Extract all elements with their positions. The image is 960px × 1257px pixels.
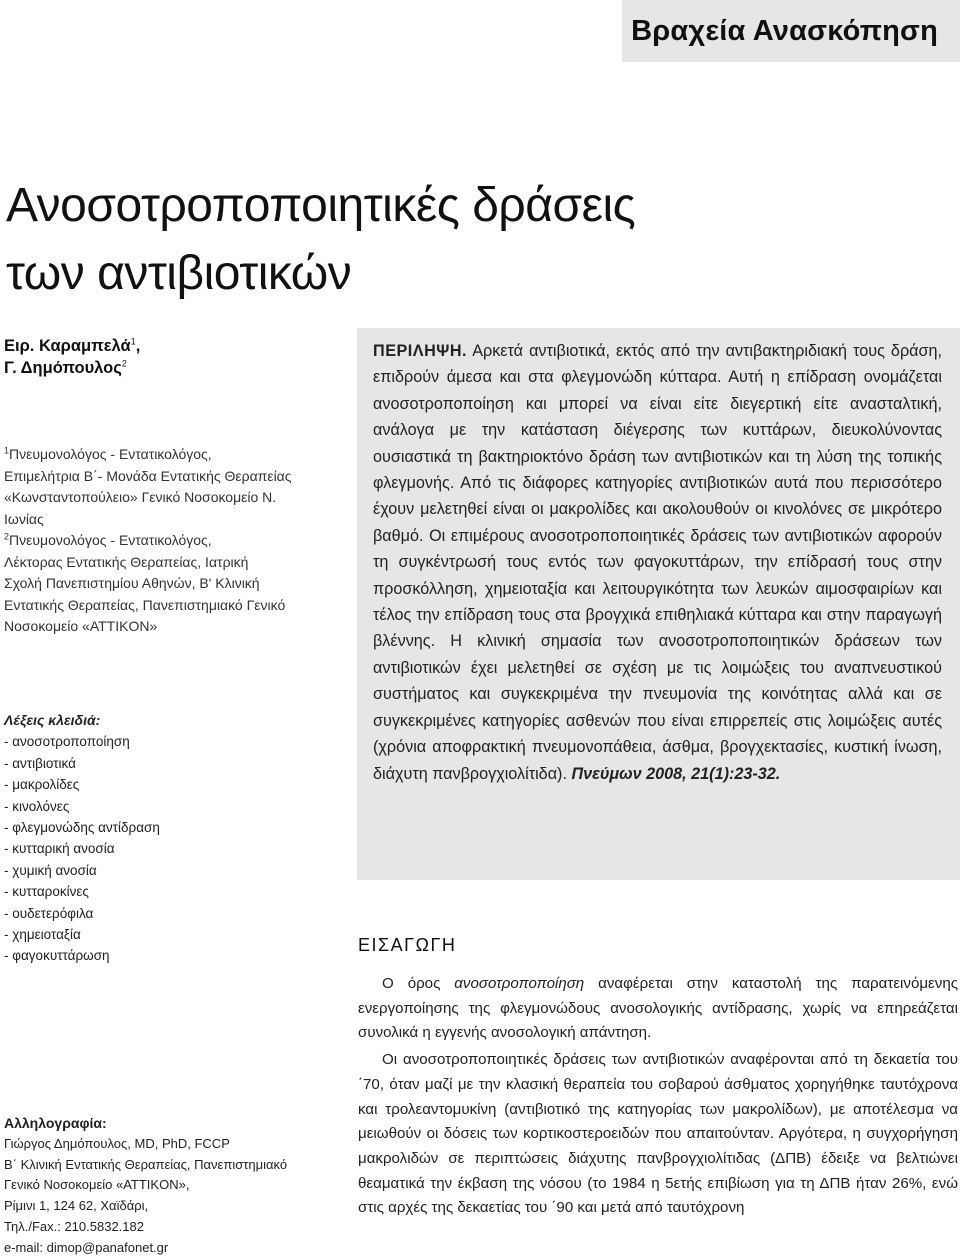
keyword-item: - κυτταροκίνες (4, 884, 89, 900)
affil-1-line-1 (4, 444, 334, 466)
author-2-sup: 2 (121, 358, 127, 369)
title-line-1: Ανοσοτροποποιητικές δράσεις (6, 179, 636, 232)
affil-1-line-3: «Κωνσταντοπούλειο» Γενικό Νοσοκομείο Ν. (4, 489, 277, 505)
keyword-item: - κινολόνες (4, 798, 70, 814)
affil-2-line-2: Λέκτορας Εντατικής Θεραπείας, Ιατρική (4, 553, 249, 570)
author-2-line (4, 357, 324, 379)
correspondence (4, 1113, 334, 1257)
abstract-text (373, 338, 942, 787)
author-1-line (4, 335, 324, 357)
correspondence-line: Τηλ./Fax.: 210.5832.182 (4, 1218, 144, 1234)
keyword-item: - κυτταρική ανοσία (4, 841, 115, 857)
author-2: Γ. Δημόπουλος (4, 359, 122, 377)
affil-1-line-2: Επιμελήτρια Β΄- Μονάδα Εντατικής Θεραπείας (4, 467, 292, 484)
correspondence-heading: Αλληλογραφία: (4, 1115, 107, 1131)
affil-1-text-1: Πνευμονολόγος - Εντατικολόγος, (9, 446, 212, 462)
affil-2-sup: 2 (4, 531, 10, 542)
keywords-heading: Λέξεις κλειδιά: (4, 712, 101, 728)
abstract-heading: ΠΕΡΙΛΗΨΗ. (373, 342, 468, 360)
affil-2-line-3: Σχολή Πανεπιστημίου Αθηνών, Β' Κλινική (4, 575, 260, 591)
intro-p1-term: ανοσοτροποποίηση (454, 975, 585, 992)
affil-2-line-1 (4, 530, 334, 552)
correspondence-line: Γιώργος Δημόπουλος, MD, PhD, FCCP (4, 1135, 230, 1151)
intro-p1-pre: Ο όρος (382, 975, 455, 992)
keywords (4, 710, 324, 967)
author-1: Ειρ. Καραμπελά (4, 337, 131, 355)
section-tag: Βραχεία Ανασκόπηση (622, 0, 960, 62)
abstract-box (357, 328, 960, 880)
intro-body (358, 972, 958, 1223)
abstract-body: Αρκετά αντιβιοτικά, εκτός από την αντιβακτηριδιακή τους δράση, επιδρούν άμεσα και στα φλεγμονώδη κύτταρα. Αυτή η επίδραση ονομάζεται ανοσοτροποποίηση και μπορεί να είναι είτε διεγερτική είτε ανασταλτική, ανάλογα με την κατάσταση διέγερσης των κυττάρων, διευκολύνοντας ουσιαστικά τη βακτηριοκτόνο δράση των αντιβιοτικών και τη λύση της τοπικής φλεγμονής. Από τις διάφορες κατηγορίες αντιβιοτικών αυτά που περισσότερο έχουν μελετηθεί είναι οι μακρολίδες και ακολουθούν οι κινολόνες σε μικρότερο βαθμό. Οι επιμέρους ανοσοτροποποιητικές δράσεις των αντιβιοτικών αφορούν τη συγκέντρωσή τους εντός των φαγοκυττάρων, την επίδρασή τους στην προσκόλληση, χημειοταξία και λειτουργικότητα των λευκών αιμοσφαιρίων και τέλος την επίδραση τους στα βρογχικά επιθηλιακά κύτταρα και στην παραγωγή βλέννης. Η κλινική σημασία των ανοσοτροποποιητικών δράσεων των αντιβιοτικών έχει μελετηθεί σε σχέση με τις λοιμώξεις του αναπνευστικού συστήματος και συγκεκριμένα την πνευμονία της κοινότητας αλλά και σε συγκεκριμένες κατηγορίες ασθενών που είναι επιρρεπείς στις λοιμώξεις αυτές (χρόνια αποφρακτική πνευμονοπάθεια, άσθμα, βρογχεκτασίες, κυστική ίνωση, διάχυτη πανβρογχιολίτιδα). (373, 342, 942, 783)
article-title (6, 172, 946, 308)
correspondence-line: Β΄ Κλινική Εντατικής Θεραπείας, Πανεπιστημιακό (4, 1156, 288, 1172)
keyword-item: - φλεγμονώδης αντίδραση (4, 820, 160, 836)
affiliations (4, 444, 334, 638)
keyword-item: - αντιβιοτικά (4, 755, 76, 771)
keyword-item: - φαγοκυττάρωση (4, 948, 110, 964)
title-line-2: των αντιβιοτικών (6, 247, 352, 300)
affil-2-line-5: Νοσοκομείο «ATTIKON» (4, 618, 158, 634)
correspondence-line: Γενικό Νοσοκομείο «ATTIKON», (4, 1177, 190, 1193)
intro-paragraph-2: Οι ανοσοτροποποιητικές δράσεις των αντιβιοτικών αναφέρονται από τη δεκαετία του ΄70, όταν μαζί με την κλασική θεραπεία του σοβαρού άσθματος χορηγήθηκε ταυτόχρονα και τρολεαντομυκίνη (αντιβιοτικό της κατηγορίας των μακρολίδων), με αποτέλεσμα να μειωθούν οι δόσεις των κορτικοστεροειδών που απαιτούνταν. Αργότερα, η συγχορήγηση μακρολιδών σε περιπτώσεις διάχυτης πανβρογχιολίτιδας (ΔΠΒ) έδειξε να βελτιώνει θεαματικά την έκβαση της νόσου (το 1984 η 5ετής επιβίωση για τη ΔΠΒ ήταν 26%, ενώ στις αρχές της δεκαετίας του ΄90 και μετά από ταυτόχρονη (358, 1051, 958, 1217)
keyword-item: - χημειοταξία (4, 927, 81, 943)
authors (4, 335, 324, 379)
intro-p1-post: αναφέρεται στην καταστολή της παρατεινόμενης ενεργοποίησης της φλεγμονώδους ανοσολογικής αντίδρασης, χωρίς να επηρεάζεται συνολικά η εγγενής ανοσολογική απάντηση. (358, 975, 958, 1042)
intro-paragraph-1 (358, 972, 958, 1046)
keyword-item: - χυμική ανοσία (4, 862, 97, 878)
author-1-sup: 1 (130, 336, 136, 347)
affil-1-line-4: Ιωνίας (4, 510, 44, 527)
affil-1-sup: 1 (4, 445, 10, 456)
author-separator: , (135, 337, 141, 355)
intro-heading: ΕΙΣΑΓΩΓΗ (358, 935, 457, 955)
affil-2-text-1: Πνευμονολόγος - Εντατικολόγος, (9, 532, 212, 548)
correspondence-email: e-mail: dimop@panafonet.gr (4, 1239, 169, 1255)
keyword-item: - μακρολίδες (4, 777, 80, 793)
affil-2-line-4: Εντατικής Θεραπείας, Πανεπιστημιακό Γενικό (4, 596, 286, 613)
keyword-item: - ανοσοτροποποίηση (4, 734, 130, 750)
keyword-item: - ουδετερόφιλα (4, 905, 94, 921)
abstract-citation: Πνεύμων 2008, 21(1):23-32. (571, 764, 781, 783)
correspondence-line: Ρίμινι 1, 124 62, Χαϊδάρι, (4, 1198, 149, 1214)
